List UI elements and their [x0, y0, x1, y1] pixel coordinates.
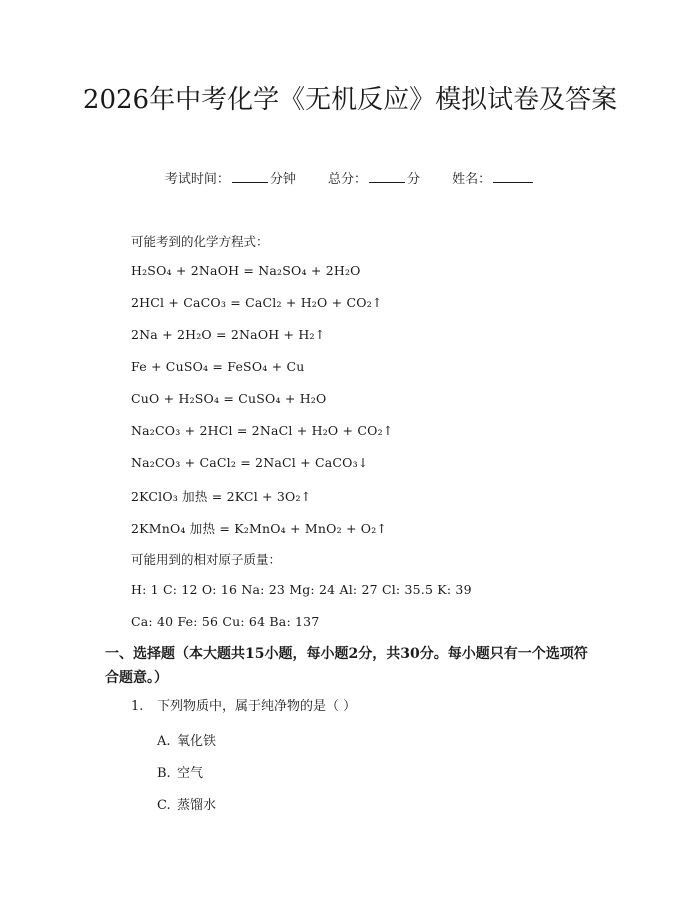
equation-2: 2HCl + CaCO₃ = CaCl₂ + H₂O + CO₂↑: [131, 295, 383, 310]
atomic-mass-line-2: Ca: 40 Fe: 56 Cu: 64 Ba: 137: [131, 614, 320, 629]
section-heading: 一、选择题（本大题共15小题，每小题2分，共30分。每小题只有一个选项符合题意。）: [105, 646, 588, 686]
exam-meta: [0, 168, 700, 187]
equation-6: Na₂CO₃ + 2HCl = 2NaCl + H₂O + CO₂↑: [131, 423, 394, 438]
question-text: 下列物质中，属于纯净物的是（ ）: [157, 699, 357, 714]
option-text: 氧化铁: [177, 734, 217, 749]
name-label: 姓名：: [452, 172, 492, 187]
name-blank: [493, 170, 533, 183]
name-field: [452, 172, 535, 187]
question-1: [131, 695, 356, 714]
option-b[interactable]: [157, 762, 203, 781]
time-unit: 分钟: [269, 172, 296, 187]
equation-7: Na₂CO₃ + CaCl₂ = 2NaCl + CaCO₃↓: [131, 455, 369, 470]
score-label: 总分：: [327, 172, 367, 187]
time-label: 考试时间：: [164, 172, 230, 187]
time-field: [165, 172, 300, 187]
atomic-mass-line-1: H: 1 C: 12 O: 16 Na: 23 Mg: 24 Al: 27 Cl: 35.5 K: 39: [131, 582, 472, 597]
option-a[interactable]: [157, 730, 216, 749]
equation-3: 2Na + 2H₂O = 2NaOH + H₂↑: [131, 327, 326, 342]
option-letter: C.: [157, 798, 171, 813]
equation-9: 2KMnO₄ 加热 = K₂MnO₄ + MnO₂ + O₂↑: [131, 521, 388, 536]
score-field: [328, 172, 424, 187]
page-title: 2026年中考化学《无机反应》模拟试卷及答案: [82, 85, 618, 115]
score-unit: 分: [407, 172, 421, 187]
equation-8: 2KClO₃ 加热 = 2KCl + 3O₂↑: [131, 489, 312, 504]
equation-5: CuO + H₂SO₄ = CuSO₄ + H₂O: [131, 391, 327, 406]
option-c[interactable]: [157, 794, 216, 813]
option-letter: A.: [157, 734, 171, 749]
equation-1: H₂SO₄ + 2NaOH = Na₂SO₄ + 2H₂O: [131, 263, 361, 278]
question-number: 1.: [131, 699, 144, 714]
score-blank: [369, 170, 405, 183]
equations-heading: 可能考到的化学方程式：: [131, 234, 269, 249]
equation-4: Fe + CuSO₄ = FeSO₄ + Cu: [131, 359, 305, 374]
time-blank: [232, 170, 268, 183]
option-text: 空气: [177, 766, 204, 781]
atomic-mass-heading: 可能用到的相对原子质量：: [131, 552, 282, 567]
option-letter: B.: [157, 766, 171, 781]
option-text: 蒸馏水: [177, 798, 217, 813]
